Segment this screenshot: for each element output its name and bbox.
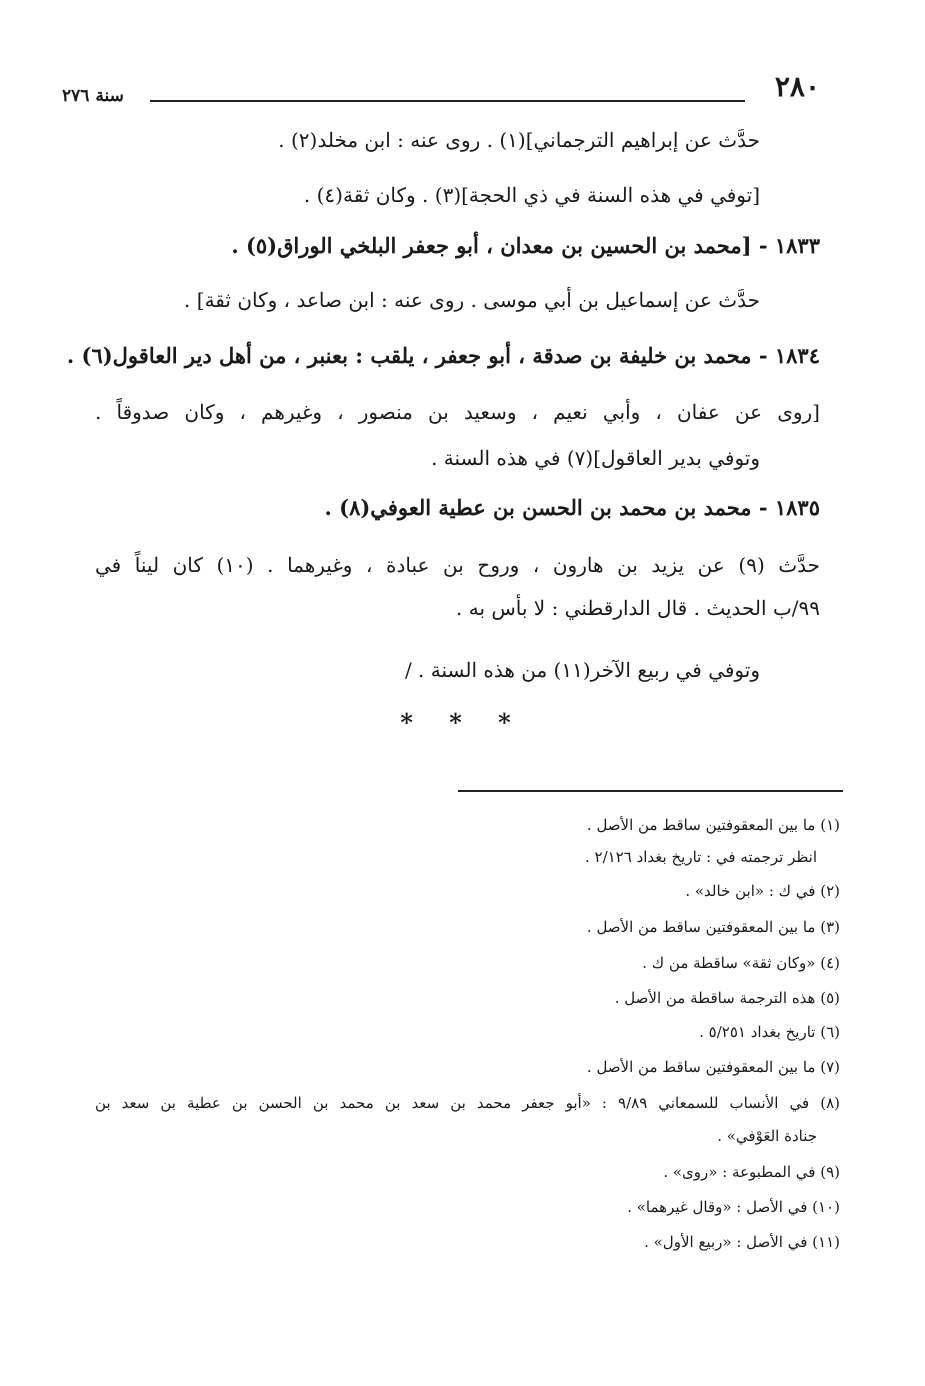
body-line: حدَّث عن إبراهيم الترجماني](١) . روى عنه : ابن مخلد(٢) . <box>278 128 760 152</box>
footnote: (٤) «وكان ثقة» ساقطة من ك . <box>642 954 840 972</box>
section-divider-stars: * * * <box>400 708 525 737</box>
entry-text-1835: حدَّث (٩) عن يزيد بن هارون ، وروح بن عبادة ، وغيرهما . (١٠) كان ليناً في <box>95 553 821 577</box>
entry-text-1834: وتوفي بدير العاقول](٧) في هذه السنة . <box>431 446 760 470</box>
running-head: سنة ٢٧٦ <box>62 86 124 106</box>
entry-text-1835: ٩٩/ب الحديث . قال الدارقطني : لا بأس به . <box>456 596 820 620</box>
entry-title-1834: ١٨٣٤ - محمد بن خليفة بن صدقة ، أبو جعفر ، يلقب : بعنبر ، من أهل دير العاقول(٦) . <box>66 343 820 368</box>
entry-text-1834: [روى عن عفان ، وأبي نعيم ، وسعيد بن منصور ، وغيرهم ، وكان صدوقاً . <box>95 400 820 424</box>
entry-title-1833: ١٨٣٣ - [محمد بن الحسين بن معدان ، أبو جعفر البلخي الوراق(٥) . <box>231 233 820 258</box>
footnote: (١١) في الأصل : «ربيع الأول» . <box>644 1233 840 1251</box>
footnote: (١٠) في الأصل : «وقال غيرهما» . <box>627 1198 840 1216</box>
footnote: (٣) ما بين المعقوفتين ساقط من الأصل . <box>586 918 840 936</box>
footnote: جنادة العَوْفي» . <box>717 1127 817 1145</box>
footnote: (٥) هذه الترجمة ساقطة من الأصل . <box>614 989 840 1007</box>
footnote: (٦) تاريخ بغداد ٥/٢٥١ . <box>699 1023 840 1041</box>
page-number: ٢٨٠ <box>774 70 820 103</box>
footnote: (٢) في ك : «ابن خالد» . <box>685 882 840 900</box>
entry-title-1835: ١٨٣٥ - محمد بن محمد بن الحسن بن عطية العوفي(٨) . <box>324 495 820 520</box>
footnote: (٧) ما بين المعقوفتين ساقط من الأصل . <box>586 1058 840 1076</box>
entry-text-1833: حدَّث عن إسماعيل بن أبي موسى . روى عنه : ابن صاعد ، وكان ثقة] . <box>184 288 760 312</box>
entry-text-1835: وتوفي في ربيع الآخر(١١) من هذه السنة . / <box>404 658 760 682</box>
body-line: [توفي في هذه السنة في ذي الحجة](٣) . وكان ثقة(٤) . <box>303 183 760 207</box>
footnote: (١) ما بين المعقوفتين ساقط من الأصل . <box>586 816 840 834</box>
footnote: انظر ترجمته في : تاريخ بغداد ٢/١٢٦ . <box>584 848 817 866</box>
footnote: (٨) في الأنساب للسمعاني ٩/٨٩ : «أبو جعفر محمد بن سعد بن محمد بن الحسن بن عطية بن سعد بن <box>95 1094 841 1112</box>
footnote-rule <box>458 790 843 792</box>
footnote: (٩) في المطبوعة : «روى» . <box>663 1163 840 1181</box>
header-rule <box>150 100 745 102</box>
